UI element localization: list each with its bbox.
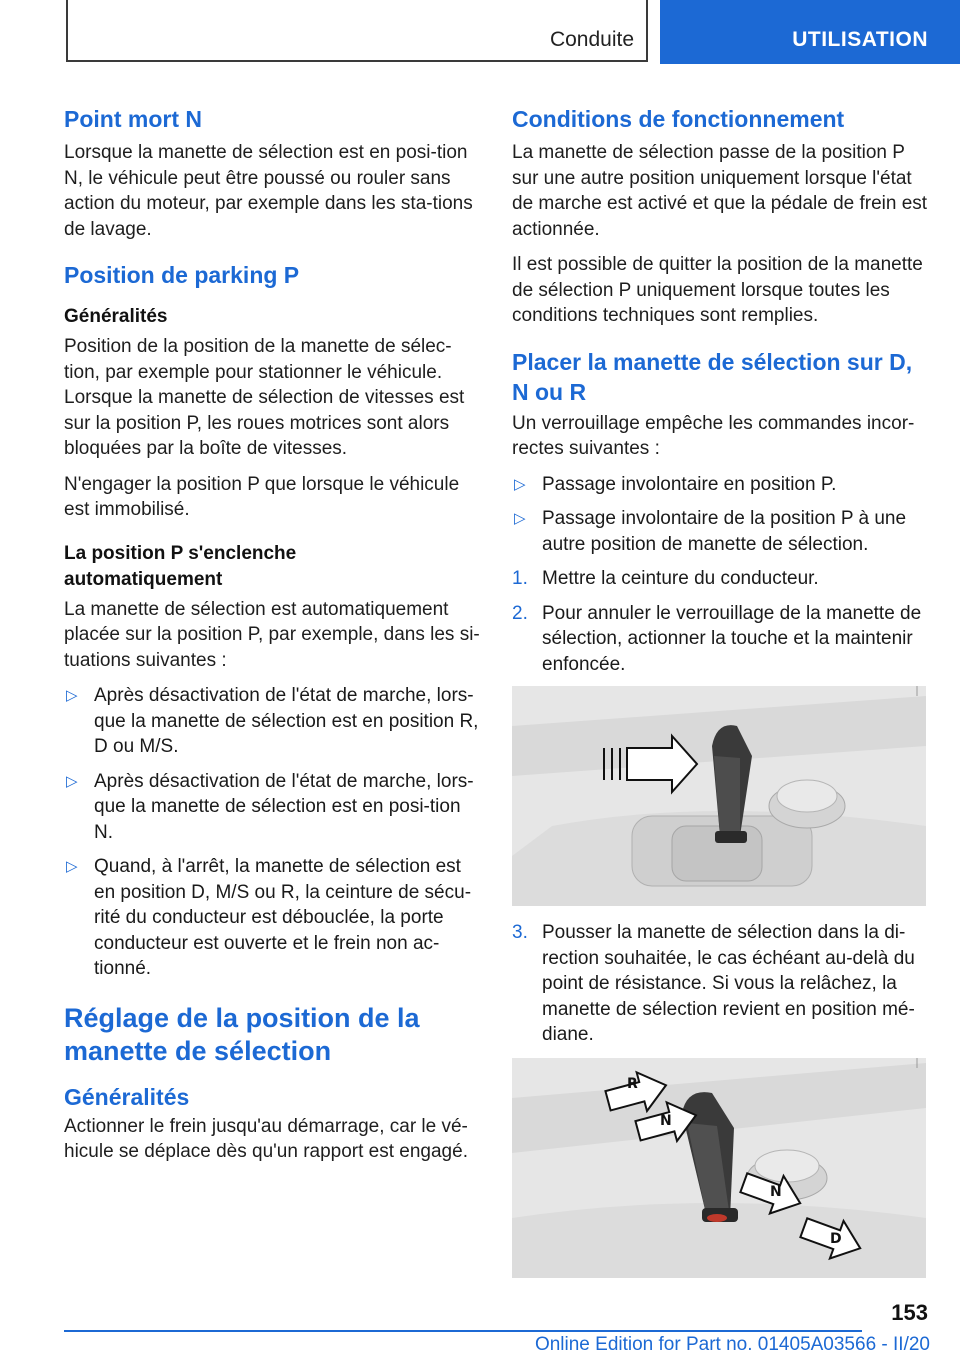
- triangle-bullet-icon: ▷: [66, 687, 78, 704]
- heading-conditions: Conditions de fonctionnement: [512, 106, 845, 132]
- triangle-bullet-icon: ▷: [66, 772, 78, 790]
- triangle-bullet-icon: ▷: [514, 475, 526, 493]
- paragraph-conditions-1: La manette de sélection passe de la position P sur une autre position uniquement lorsque l'état de marche est activé et que la pédale de frein est actionnée.: [512, 142, 928, 240]
- header-subsection: Conduite: [549, 28, 634, 51]
- steps-list-2: [512, 920, 930, 1048]
- step-number: 2.: [512, 602, 528, 624]
- placer-list: [512, 472, 930, 558]
- paragraph-auto: La manette de sélection est automatiquement placée sur la position P, par exemple, dans les si-tuations suivantes :: [64, 598, 480, 671]
- heading-auto: La position P s'enclenche automatiquement: [64, 542, 297, 590]
- step-item: 3. Pousser la manette de sélection dans la di-rection souhaitée, le cas échéant au-delà du point de résistance. Si vous la relâchez, la manette de sélection revient en position mé-diane.: [512, 922, 915, 1045]
- paragraph-point-mort: Lorsque la manette de sélection est en posi-tion N, le véhicule peut être poussé ou rouler sans action du moteur, par exemple dans les sta-tions de lavage.: [64, 142, 473, 240]
- page-header: [0, 0, 960, 66]
- heading-reglage: Réglage de la position de la manette de sélection: [64, 1002, 420, 1066]
- arrow-label-n-top: N: [660, 1112, 672, 1129]
- auto-list: [64, 683, 480, 982]
- footer-divider: [64, 1330, 862, 1332]
- list-item: ▷ Après désactivation de l'état de marche, lors-que la manette de sélection est en posi-tion N.: [66, 770, 474, 843]
- triangle-bullet-icon: ▷: [514, 510, 526, 527]
- page-number: 153: [891, 1300, 928, 1325]
- step-item: 2. Pour annuler le verrouillage de la manette de sélection, actionner la touche et la maintenir enfoncée.: [512, 602, 922, 675]
- arrow-label-n-bottom: N: [770, 1183, 782, 1200]
- heading-point-mort: Point mort N: [64, 106, 202, 132]
- list-item: ▷ Passage involontaire en position P.: [512, 472, 930, 498]
- gear-selector-illustration-2: [512, 1058, 926, 1278]
- paragraph-generalites-3: Actionner le frein jusqu'au démarrage, car le vé-hicule se déplace dès qu'un rapport est engagé.: [64, 1115, 468, 1162]
- list-item: ▷ Quand, à l'arrêt, la manette de sélection est en position D, M/S ou R, la ceinture de sécu-rité du conducteur est débouclée, la porte conducteur est ouverte et le frein non ac-tionné.: [66, 856, 472, 979]
- steps-list: [512, 566, 930, 677]
- footer-edition: Online Edition for Part no. 01405A03566 - II/20: [534, 1334, 930, 1355]
- header-section: UTILISATION: [792, 28, 928, 51]
- heading-parking: Position de parking P: [64, 262, 300, 288]
- right-column: [512, 100, 930, 1292]
- arrow-label-r: R: [627, 1075, 638, 1092]
- triangle-bullet-icon: ▷: [66, 858, 78, 875]
- heading-generalites-2: Généralités: [64, 1083, 190, 1110]
- left-column: [64, 100, 480, 1175]
- arrow-label-d: D: [830, 1230, 842, 1247]
- header-subsection-box: [66, 0, 648, 62]
- list-item: ▷ Passage involontaire de la position P à une autre position de manette de sélection.: [514, 508, 907, 555]
- list-item: ▷ Après désactivation de l'état de marche, lors-que la manette de sélection est en position R, D ou M/S.: [66, 685, 479, 757]
- heading-generalites: Généralités: [64, 306, 168, 327]
- paragraph-conditions-2: Il est possible de quitter la position de la manette de sélection P uniquement lorsque toutes les conditions techniques sont remplies.: [512, 254, 923, 326]
- step-number: 1.: [512, 568, 528, 589]
- header-section-tab: [660, 0, 960, 64]
- step-item: 1. Mettre la ceinture du conducteur.: [512, 566, 930, 592]
- paragraph-generalites-1: Position de la position de la manette de sélec-tion, par exemple pour stationner le véhicule. Lorsque la manette de sélection de vitesses est sur la position P, les roues motrices sont alors bloquées par la boîte de vitesses.: [64, 336, 465, 459]
- paragraph-placer: Un verrouillage empêche les commandes incor-rectes suivantes :: [512, 412, 915, 459]
- paragraph-generalites-2: N'engager la position P que lorsque le véhicule est immobilisé.: [64, 473, 460, 520]
- gear-selector-illustration-1: [512, 686, 926, 906]
- heading-placer: Placer la manette de sélection sur D, N ou R: [512, 348, 913, 405]
- step-number: 3.: [512, 922, 528, 943]
